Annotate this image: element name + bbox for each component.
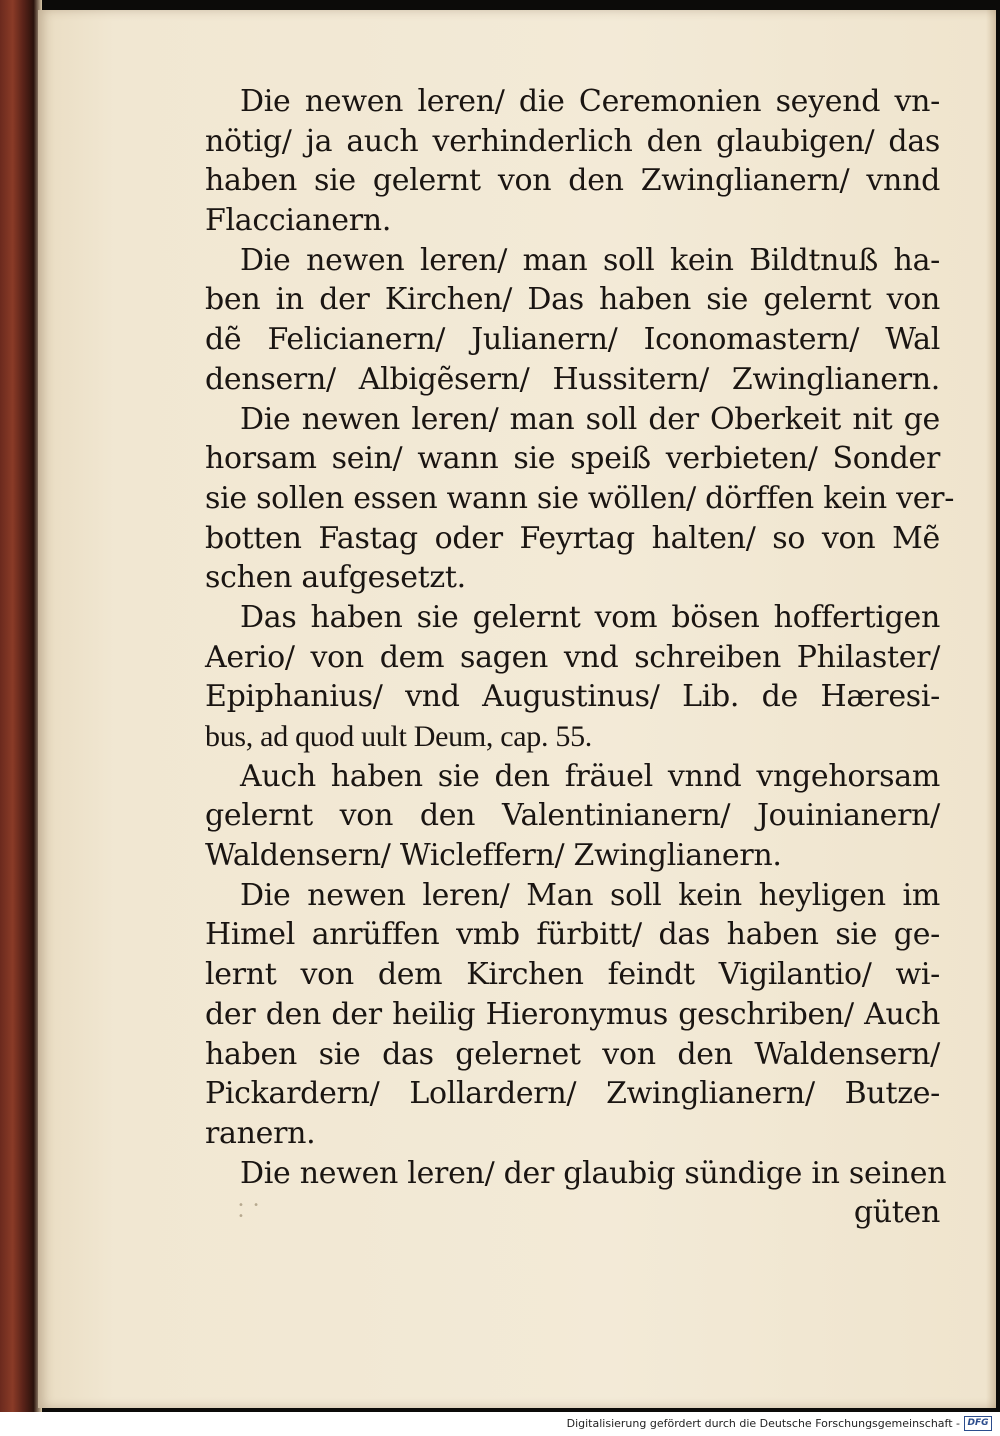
text-line: schen aufgesetzt. xyxy=(205,560,466,596)
text-line: nötig/ ja auch verhinderlich den glaubigen/ das xyxy=(205,123,940,159)
funding-credit: Digitalisierung gefördert durch die Deutsche Forschungsgemeinschaft - xyxy=(566,1417,960,1430)
text-line: haben sie gelernt von den Zwinglianern/ vnnd xyxy=(205,163,940,199)
text-line: Himel anrüffen vmb fürbitt/ das haben sie ge- xyxy=(205,917,940,953)
text-line: Flaccianern. xyxy=(205,203,392,239)
text-line: ranern. xyxy=(205,1115,316,1151)
text-line: Auch haben sie den fräuel vnnd vngehorsam xyxy=(240,758,940,794)
text-line: sie sollen essen wann sie wöllen/ dörffen kein ver- xyxy=(205,480,955,516)
text-line: lernt von dem Kirchen feindt Vigilantio/ wi- xyxy=(205,957,940,993)
text-line: ben in der Kirchen/ Das haben sie gelernt von xyxy=(205,282,940,318)
text-line: Die newen leren/ man soll der Oberkeit nit ge xyxy=(240,401,940,437)
text-line: Das haben sie gelernt vom bösen hoffertigen xyxy=(240,599,940,635)
ink-speck-decoration: • • • xyxy=(238,1200,262,1222)
text-line: dẽ Felicianern/ Julianern/ Iconomastern/ Wal xyxy=(205,322,940,358)
text-line: Epiphanius/ vnd Augustinus/ Lib. de Hæresi- xyxy=(205,679,940,715)
catchword: güten xyxy=(853,1195,940,1231)
dfg-logo-icon[interactable]: DFG xyxy=(964,1416,992,1431)
text-line: Die newen leren/ der glaubig sündige in seinen xyxy=(240,1155,947,1191)
text-line: densern/ Albigẽsern/ Hussitern/ Zwinglianern. xyxy=(205,361,940,397)
text-line: bus, ad quod uult Deum, cap. 55. xyxy=(205,720,593,753)
text-line: Die newen leren/ die Ceremonien seyend vn- xyxy=(240,84,940,119)
page-edge-shadow xyxy=(986,10,996,1408)
footer-bar xyxy=(0,1412,1000,1436)
text-line: haben sie das gelernet von den Waldensern/ xyxy=(205,1036,940,1072)
book-binding-edge xyxy=(0,0,42,1412)
text-line: Waldensern/ Wicleffern/ Zwinglianern. xyxy=(205,838,782,874)
text-line: Pickardern/ Lollardern/ Zwinglianern/ Butze- xyxy=(205,1076,940,1112)
text-line: der den der heilig Hieronymus geschriben/ Auch xyxy=(205,996,940,1032)
text-line: horsam sein/ wann sie speiß verbieten/ Sonder xyxy=(205,441,940,477)
text-line: botten Fastag oder Feyrtag halten/ so von Mẽ xyxy=(205,520,940,556)
text-line: Die newen leren/ Man soll kein heyligen im xyxy=(240,877,940,913)
text-line: gelernt von den Valentinianern/ Jouinianern/ xyxy=(205,798,940,834)
text-line: Die newen leren/ man soll kein Bildtnuß ha- xyxy=(240,242,940,278)
page-text-block xyxy=(205,82,955,1233)
text-line: Aerio/ von dem sagen vnd schreiben Philaster/ xyxy=(205,639,940,675)
